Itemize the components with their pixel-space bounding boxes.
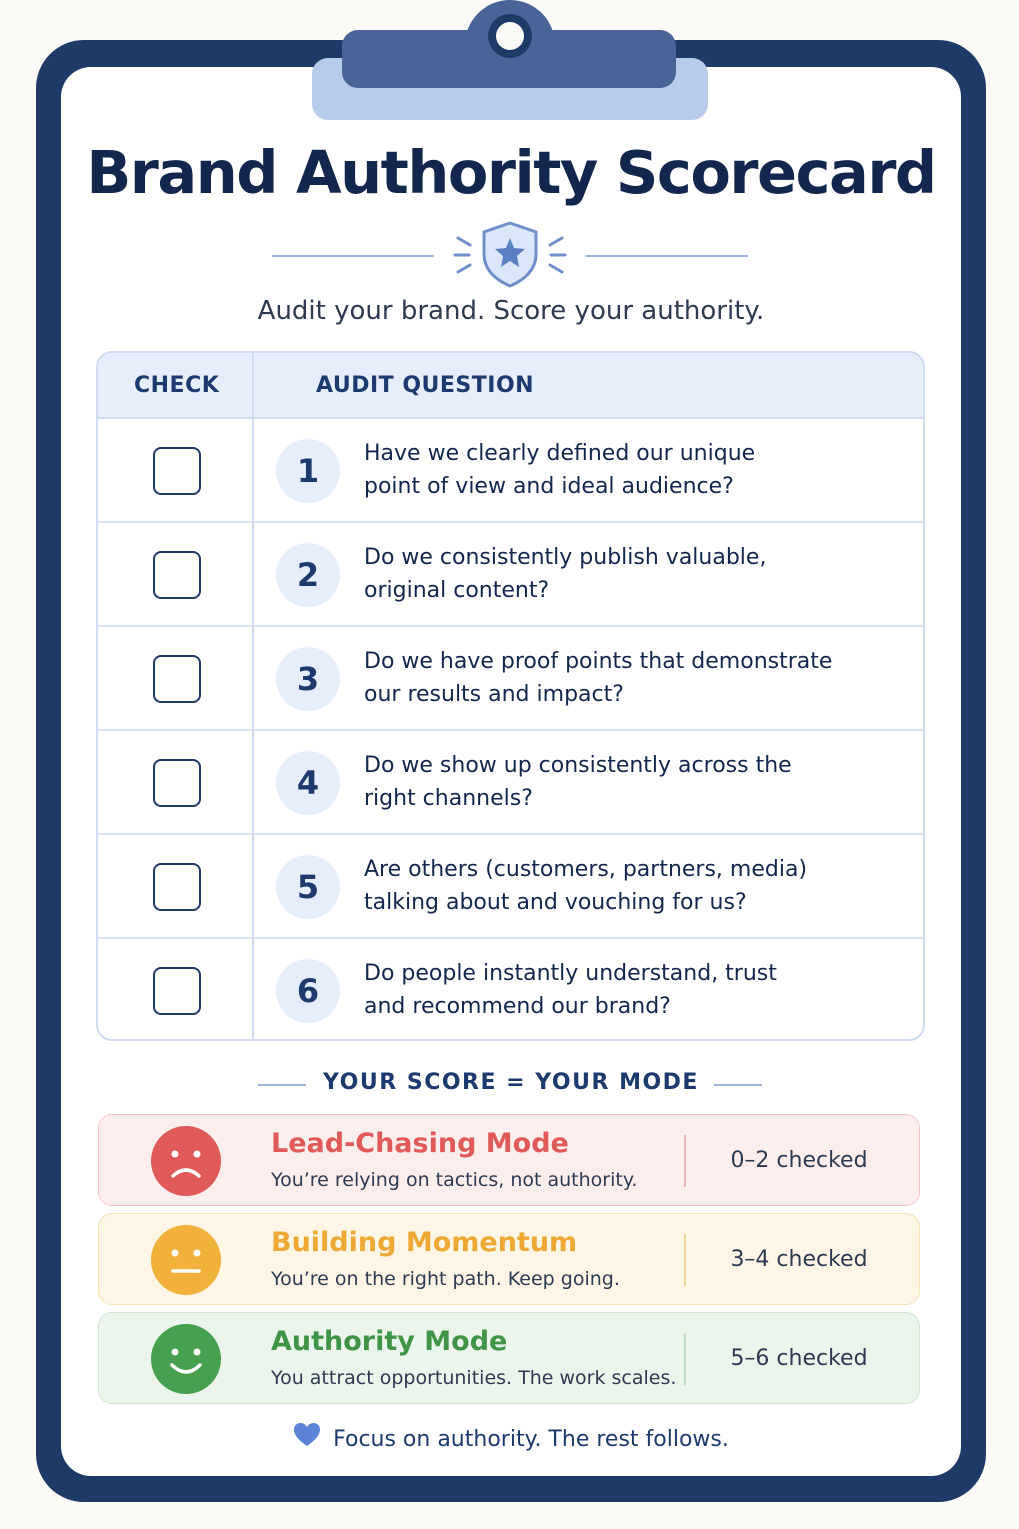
audit-table xyxy=(96,351,925,1041)
mode-building-momentum xyxy=(98,1213,920,1305)
question-number: 6 xyxy=(276,959,340,1023)
table-row xyxy=(98,627,923,731)
header-audit-question: AUDIT QUESTION xyxy=(316,373,535,398)
question-text: Have we clearly defined our unique point of view and ideal audience? xyxy=(364,441,756,499)
mode-name: Lead-Chasing Mode xyxy=(271,1128,569,1159)
checkbox-question-5[interactable] xyxy=(153,863,201,911)
mode-name: Authority Mode xyxy=(271,1326,508,1357)
question-number: 1 xyxy=(276,439,340,503)
question-text: Do we have proof points that demonstrate our results and impact? xyxy=(364,649,833,707)
mode-description: You’re relying on tactics, not authority. xyxy=(271,1169,638,1191)
checkbox-question-1[interactable] xyxy=(153,447,201,495)
mode-range: 5–6 checked xyxy=(730,1346,868,1371)
happy-face-icon xyxy=(151,1324,221,1394)
neutral-face-icon xyxy=(151,1225,221,1295)
clipboard-clip-hole xyxy=(488,14,532,58)
checkbox-question-4[interactable] xyxy=(153,759,201,807)
checkbox-question-6[interactable] xyxy=(153,967,201,1015)
question-text: Are others (customers, partners, media) talking about and vouching for us? xyxy=(364,857,808,915)
question-text: Do people instantly understand, trust and recommend our brand? xyxy=(364,961,777,1019)
page-subtitle: Audit your brand. Score your authority. xyxy=(257,296,765,326)
table-row xyxy=(98,523,923,627)
table-row xyxy=(98,419,923,523)
mode-authority xyxy=(98,1312,920,1404)
question-number: 3 xyxy=(276,647,340,711)
question-number: 5 xyxy=(276,855,340,919)
mode-lead-chasing xyxy=(98,1114,920,1206)
footer-text: Focus on authority. The rest follows. xyxy=(333,1427,729,1452)
mode-description: You’re on the right path. Keep going. xyxy=(271,1268,620,1290)
mode-range: 0–2 checked xyxy=(730,1148,868,1173)
checkbox-question-2[interactable] xyxy=(153,551,201,599)
sad-face-icon xyxy=(151,1126,221,1196)
shield-star-icon xyxy=(452,220,568,288)
score-section-title: YOUR SCORE = YOUR MODE xyxy=(323,1070,699,1095)
footer-tagline xyxy=(61,1426,961,1454)
title-divider-left xyxy=(272,255,434,257)
heart-icon xyxy=(293,1422,321,1454)
mode-range: 3–4 checked xyxy=(730,1247,868,1272)
checkbox-question-3[interactable] xyxy=(153,655,201,703)
table-column-divider xyxy=(252,353,254,1039)
question-text: Do we show up consistently across the right channels? xyxy=(364,753,792,811)
mode-description: You attract opportunities. The work scales. xyxy=(271,1367,677,1389)
mode-name: Building Momentum xyxy=(271,1227,578,1258)
question-number: 4 xyxy=(276,751,340,815)
title-divider-right xyxy=(586,255,748,257)
question-number: 2 xyxy=(276,543,340,607)
page-title: Brand Authority Scorecard xyxy=(86,138,936,207)
table-row xyxy=(98,835,923,939)
header-check: CHECK xyxy=(134,373,220,398)
question-text: Do we consistently publish valuable, original content? xyxy=(364,545,767,603)
table-row xyxy=(98,939,923,1041)
table-row xyxy=(98,731,923,835)
table-header xyxy=(98,353,923,419)
